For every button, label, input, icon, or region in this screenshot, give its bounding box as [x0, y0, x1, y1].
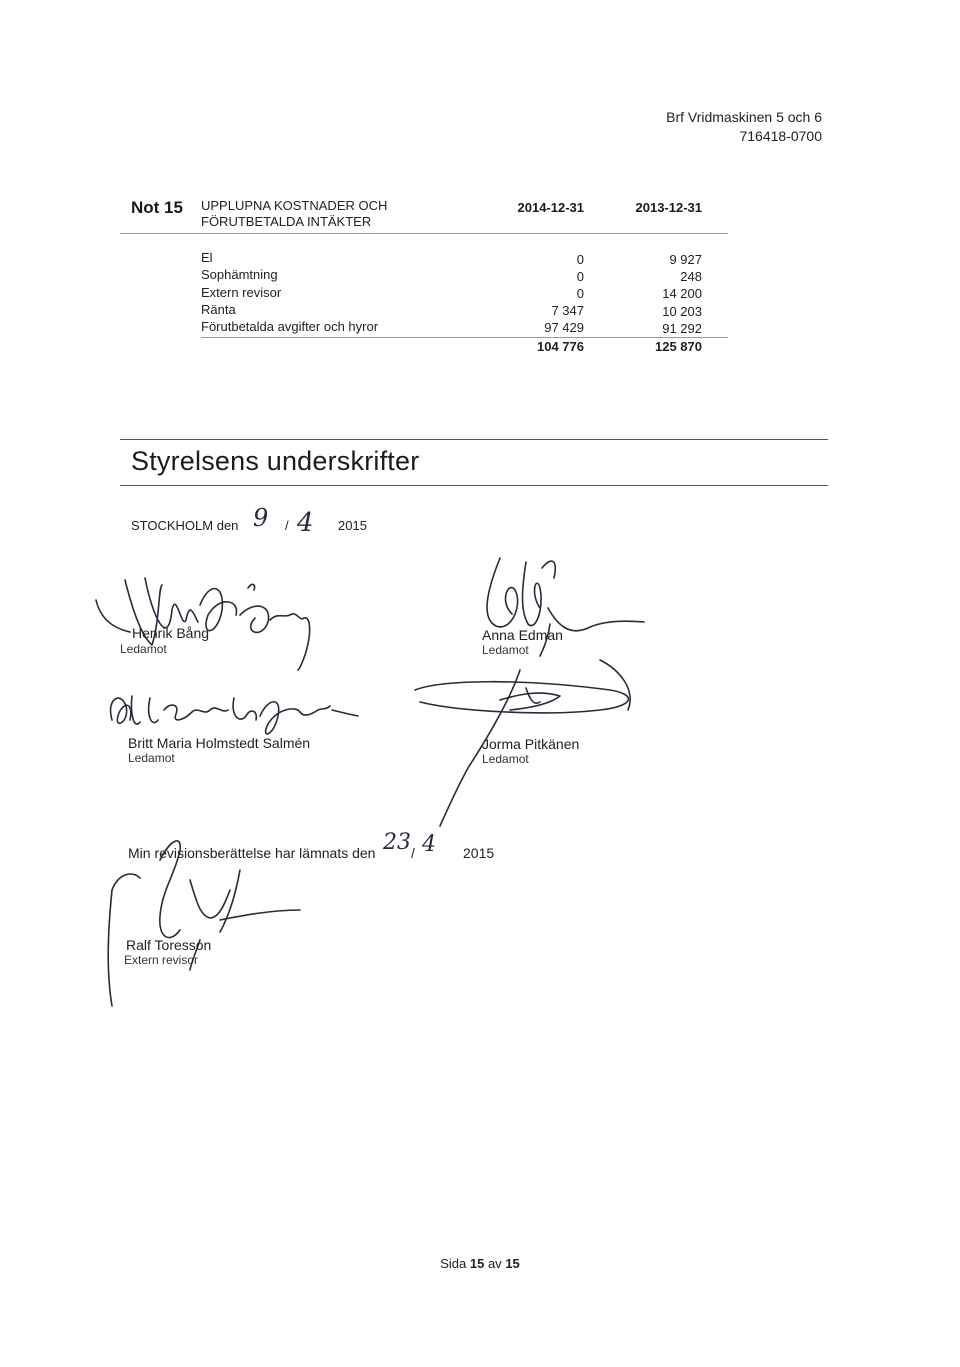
- signing-year: 2015: [338, 518, 367, 533]
- table-cell-2013: 9 927: [669, 252, 702, 267]
- signer-role: Ledamot: [482, 643, 529, 657]
- audit-statement: Min revisionsberättelse har lämnats den: [128, 845, 376, 861]
- signer-name: Anna Edman: [482, 627, 563, 643]
- current-page: 15: [469, 1256, 485, 1271]
- total-pages: 15: [505, 1256, 520, 1271]
- table-row-label: Ränta: [201, 302, 236, 317]
- audit-handwritten-month: 4: [422, 832, 436, 857]
- table-cell-2014: 0: [576, 286, 584, 301]
- audit-handwritten-day: 23: [383, 830, 411, 855]
- section-title: Styrelsens underskrifter: [131, 446, 420, 476]
- section-top-rule: [120, 439, 828, 440]
- table-total-2013: 125 870: [655, 339, 702, 354]
- signer-name: Henrik Bång: [132, 625, 210, 641]
- note-title: [201, 198, 387, 230]
- table-cell-2013: 10 203: [662, 304, 702, 319]
- table-cell-2013: 14 200: [662, 286, 702, 301]
- handwritten-month: 4: [297, 508, 314, 538]
- table-cell-2014: 0: [576, 252, 584, 267]
- audit-date-separator: /: [411, 845, 415, 861]
- auditor-role: Extern revisor: [124, 953, 199, 967]
- table-row-label: Sophämtning: [201, 267, 278, 282]
- date-separator: /: [285, 518, 289, 533]
- signing-place-date: [131, 518, 238, 533]
- signature-jorma-pitkanen: [400, 630, 645, 830]
- table-cell-2014: 97 429: [544, 320, 584, 335]
- handwritten-day: 9: [253, 504, 269, 532]
- company-name: Brf Vridmaskinen 5 och 6: [666, 109, 822, 125]
- page-middle: av: [487, 1256, 502, 1271]
- page-prefix: Sida: [440, 1256, 467, 1271]
- table-row-label: Förutbetalda avgifter och hyror: [201, 319, 379, 334]
- signer-name: Britt Maria Holmstedt Salmén: [128, 735, 311, 751]
- table-row-label: Extern revisor: [201, 285, 282, 300]
- table-total-rule: [201, 337, 728, 338]
- page-number: [0, 1256, 960, 1271]
- table-header-rule: [120, 233, 728, 234]
- org-number: 716418-0700: [739, 128, 822, 144]
- table-cell-2013: 91 292: [662, 321, 702, 336]
- note-title-line2: FÖRUTBETALDA INTÄKTER: [201, 214, 372, 229]
- signer-role: Ledamot: [482, 752, 529, 766]
- table-total-2014: 104 776: [537, 339, 584, 354]
- note-title-line1: UPPLUPNA KOSTNADER OCH: [201, 198, 388, 213]
- column-header-2013: 2013-12-31: [635, 200, 702, 215]
- column-header-2014: 2014-12-31: [517, 200, 584, 215]
- auditor-name: Ralf Toresson: [126, 937, 212, 953]
- signer-name: Jorma Pitkänen: [482, 736, 580, 752]
- table-cell-2014: 7 347: [551, 303, 584, 318]
- table-cell-2014: 0: [576, 269, 584, 284]
- note-number: Not 15: [131, 198, 183, 217]
- signature-henrik-bang: [90, 560, 320, 675]
- signer-role: Ledamot: [120, 642, 167, 656]
- audit-year: 2015: [463, 845, 495, 861]
- signing-place: STOCKHOLM den: [131, 518, 239, 533]
- section-bottom-rule: [120, 485, 828, 486]
- table-row-label: El: [201, 250, 213, 265]
- signature-ralf-toresson: [100, 820, 310, 1010]
- table-cell-2013: 248: [680, 269, 702, 284]
- signer-role: Ledamot: [128, 751, 175, 765]
